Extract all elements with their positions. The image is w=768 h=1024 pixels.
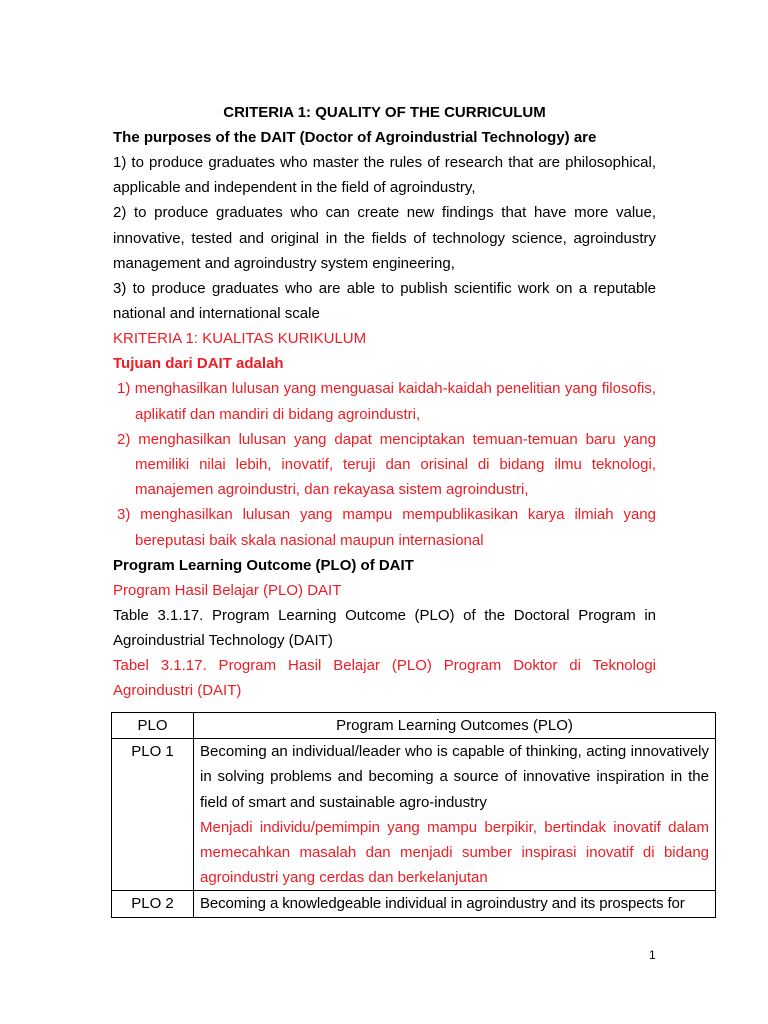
plo-code: PLO 1 [112,739,194,891]
plo-code: PLO 2 [112,891,194,917]
tujuan-item-1: 1) menghasilkan lulusan yang menguasai kaidah-kaidah penelitian yang filosofis, aplikatif dan mandiri di bidang agroindustri, [117,380,656,423]
table-caption: Table 3.1.17. Program Learning Outcome (PLO) of the Doctoral Program in Agroindustrial Technology (DAIT) [113,606,656,650]
table-row [112,891,716,917]
header-plo: PLO [112,713,194,739]
plo-description-en: Becoming a knowledgeable individual in agroindustry and its prospects for [200,895,685,913]
plo-title-id: Program Hasil Belajar (PLO) DAIT [113,581,342,599]
kriteria-heading: KRITERIA 1: KUALITAS KURIKULUM [113,330,367,348]
plo-table [111,712,716,918]
table-caption-id: Tabel 3.1.17. Program Hasil Belajar (PLO) Program Doktor di Teknologi Agroindustri (DAIT) [113,657,656,700]
table-row [112,739,716,891]
tujuan-item-2: 2) menghasilkan lulusan yang dapat menciptakan temuan-temuan baru yang memiliki nilai lebih, inovatif, teruji dan orisinal di bidang ilmu teknologi, manajemen agroindustri, dan rekayasa sistem agroindustri, [117,430,656,499]
criteria-heading: CRITERIA 1: QUALITY OF THE CURRICULUM [223,104,546,121]
plo-description-id: Menjadi individu/pemimpin yang mampu berpikir, bertindak inovatif dalam memecahkan masalah dan menjadi sumber inspirasi inovatif di bidang agroindustri yang cerdas dan berkelanjutan [200,818,709,887]
page-number: 1 [649,948,656,962]
table-header-row [112,713,716,739]
plo-description [194,891,716,917]
tujuan-item-3: 3) menghasilkan lulusan yang mampu mempublikasikan karya ilmiah yang bereputasi baik skala nasional maupun internasional [117,506,656,549]
purpose-item-2: 2) to produce graduates who can create new findings that have more value, innovative, tested and original in the fields of technology science, agroindustry management and agroindustry system engineering, [113,204,656,272]
purpose-item-1: 1) to produce graduates who master the rules of research that are philosophical, applicable and independent in the field of agroindustry, [113,154,656,197]
document-body [113,100,656,704]
plo-description [194,739,716,891]
tujuan-title: Tujuan dari DAIT adalah [113,355,284,373]
plo-description-en: Becoming an individual/leader who is capable of thinking, acting innovatively in solving problems and becoming a source of innovative inspiration in the field of smart and sustainable agro-industry [200,743,709,811]
purposes-title: The purposes of the DAIT (Doctor of Agroindustrial Technology) are [113,129,597,146]
purpose-item-3: 3) to produce graduates who are able to publish scientific work on a reputable national and international scale [113,280,656,323]
plo-title: Program Learning Outcome (PLO) of DAIT [113,556,414,574]
header-outcomes: Program Learning Outcomes (PLO) [194,713,716,739]
